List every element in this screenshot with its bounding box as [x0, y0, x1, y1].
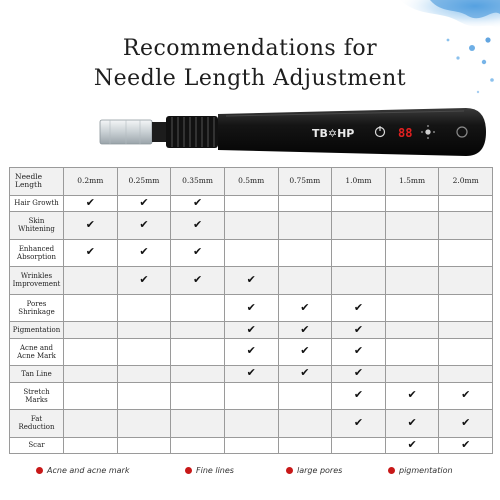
page-title-line2: Needle Length Adjustment [93, 66, 407, 91]
table-cell [439, 195, 493, 211]
column-header: 0.35mm [171, 168, 225, 196]
legend-item [388, 466, 453, 475]
table-cell [278, 211, 332, 239]
table-cell [64, 410, 118, 438]
table-cell [332, 437, 386, 453]
table-cell [332, 239, 386, 267]
table-cell [278, 294, 332, 322]
table-cell [385, 338, 439, 366]
needle-length-table [9, 167, 492, 454]
table-row [10, 322, 493, 338]
table-cell [224, 195, 278, 211]
table-cell [224, 267, 278, 295]
table-cell [64, 267, 118, 295]
row-label: Tan Line [10, 366, 64, 382]
checkmark-icon: ✔ [461, 388, 471, 402]
table-cell [278, 437, 332, 453]
checkmark-icon: ✔ [353, 322, 364, 336]
table-cell [224, 382, 278, 410]
table-cell [332, 322, 386, 338]
table-cell [224, 437, 278, 453]
table-cell [171, 410, 225, 438]
column-header: 2.0mm [439, 168, 493, 196]
table-row [10, 239, 493, 267]
table-cell [224, 410, 278, 438]
table-cell [64, 294, 118, 322]
column-header: 1.5mm [385, 168, 439, 196]
checkmark-icon: ✔ [353, 366, 364, 380]
table-cell [332, 294, 386, 322]
table-row [10, 195, 493, 211]
checkmark-icon: ✔ [139, 245, 149, 259]
microneedling-pen-image [96, 100, 488, 164]
brand-text: TB✡HP [312, 127, 355, 140]
table-cell [64, 211, 118, 239]
table-cell [117, 338, 171, 366]
checkmark-icon: ✔ [246, 366, 256, 380]
table-row [10, 437, 493, 453]
checkmark-icon: ✔ [407, 437, 417, 451]
table-row [10, 366, 493, 382]
table-cell [64, 382, 118, 410]
led-display: 88 [398, 126, 413, 140]
checkmark-icon: ✔ [246, 272, 256, 286]
table-cell [117, 410, 171, 438]
table-cell [171, 338, 225, 366]
row-label: Enhanced Absorption [10, 239, 64, 267]
table-cell [439, 410, 493, 438]
table-cell [439, 437, 493, 453]
table-cell [332, 211, 386, 239]
table-cell [385, 382, 439, 410]
table-cell [224, 239, 278, 267]
table-row [10, 410, 493, 438]
checkmark-icon: ✔ [300, 322, 310, 336]
checkmark-icon: ✔ [300, 344, 310, 358]
column-header: 0.5mm [224, 168, 278, 196]
legend-item [36, 466, 129, 475]
table-cell [332, 382, 386, 410]
table-row [10, 294, 493, 322]
table-cell [439, 382, 493, 410]
table-cell [64, 338, 118, 366]
table-cell [385, 267, 439, 295]
table-cell [332, 366, 386, 382]
table-row [10, 382, 493, 410]
table-cell [385, 410, 439, 438]
table-cell [224, 322, 278, 338]
table-cell [278, 239, 332, 267]
row-label: Pores Shrinkage [10, 294, 64, 322]
table-cell [117, 211, 171, 239]
table-cell [385, 195, 439, 211]
legend-label: pigmentation [399, 466, 453, 475]
checkmark-icon: ✔ [85, 217, 95, 231]
table-cell [385, 239, 439, 267]
row-label: Hair Growth [10, 195, 64, 211]
table-row [10, 338, 493, 366]
checkmark-icon: ✔ [192, 195, 203, 209]
checkmark-icon: ✔ [353, 388, 364, 402]
table-cell [385, 294, 439, 322]
corner-label: Needle Length [10, 168, 64, 196]
table-cell [171, 195, 225, 211]
checkmark-icon: ✔ [139, 217, 149, 231]
table-cell [278, 338, 332, 366]
table-cell [385, 366, 439, 382]
page-title-line1: Recommendations for [122, 36, 378, 61]
table-cell [171, 366, 225, 382]
table-cell [171, 294, 225, 322]
table-cell [117, 267, 171, 295]
table-cell [332, 195, 386, 211]
legend [0, 466, 500, 482]
checkmark-icon: ✔ [85, 245, 95, 259]
checkmark-icon: ✔ [461, 415, 471, 429]
checkmark-icon: ✔ [353, 415, 364, 429]
depth-dial [166, 116, 218, 148]
table-cell [385, 211, 439, 239]
column-header: 0.25mm [117, 168, 171, 196]
row-label: Wrinkles Improvement [10, 267, 64, 295]
checkmark-icon: ✔ [300, 366, 310, 380]
table-cell [278, 410, 332, 438]
legend-label: Fine lines [196, 466, 234, 475]
table-cell [171, 322, 225, 338]
table-cell [332, 338, 386, 366]
column-header: 0.75mm [278, 168, 332, 196]
table-cell [224, 294, 278, 322]
checkmark-icon: ✔ [139, 195, 149, 209]
table-cell [224, 338, 278, 366]
table-cell [224, 211, 278, 239]
legend-label: large pores [297, 466, 343, 475]
table-cell [439, 322, 493, 338]
table-cell [224, 366, 278, 382]
checkmark-icon: ✔ [192, 245, 203, 259]
legend-dot-icon [286, 467, 293, 474]
table-cell [117, 195, 171, 211]
legend-dot-icon [388, 467, 395, 474]
checkmark-icon: ✔ [300, 300, 310, 314]
table-cell [171, 211, 225, 239]
table-cell [171, 267, 225, 295]
table-cell [278, 267, 332, 295]
checkmark-icon: ✔ [192, 217, 203, 231]
legend-item [286, 466, 342, 475]
table-cell [278, 322, 332, 338]
checkmark-icon: ✔ [353, 300, 364, 314]
table-cell [171, 437, 225, 453]
table-cell [439, 294, 493, 322]
checkmark-icon: ✔ [407, 415, 417, 429]
checkmark-icon: ✔ [246, 300, 256, 314]
legend-item [185, 466, 234, 475]
row-label: Stretch Marks [10, 382, 64, 410]
table-cell [171, 239, 225, 267]
legend-label: Acne and acne mark [47, 466, 130, 475]
table-cell [171, 382, 225, 410]
table-cell [385, 437, 439, 453]
table-cell [385, 322, 439, 338]
table-cell [278, 382, 332, 410]
checkmark-icon: ✔ [407, 388, 417, 402]
table-cell [117, 366, 171, 382]
legend-dot-icon [185, 467, 192, 474]
table-cell [117, 437, 171, 453]
table-cell [117, 322, 171, 338]
table-cell [439, 338, 493, 366]
table-cell [117, 294, 171, 322]
table-cell [332, 267, 386, 295]
checkmark-icon: ✔ [139, 272, 149, 286]
table-cell [439, 211, 493, 239]
table-cell [64, 322, 118, 338]
table-cell [64, 366, 118, 382]
table-cell [439, 239, 493, 267]
row-label: Acne and Acne Mark [10, 338, 64, 366]
table-row [10, 267, 493, 295]
table-cell [278, 366, 332, 382]
column-header: 1.0mm [332, 168, 386, 196]
checkmark-icon: ✔ [353, 344, 364, 358]
row-label: Pigmentation [10, 322, 64, 338]
table-row [10, 211, 493, 239]
checkmark-icon: ✔ [192, 272, 203, 286]
table-cell [117, 382, 171, 410]
table-cell [64, 239, 118, 267]
table-header-row [10, 168, 493, 196]
table-cell [117, 239, 171, 267]
column-header: 0.2mm [64, 168, 118, 196]
table-cell [439, 366, 493, 382]
checkmark-icon: ✔ [246, 344, 256, 358]
checkmark-icon: ✔ [461, 437, 471, 451]
table-cell [278, 195, 332, 211]
table-cell [64, 437, 118, 453]
row-label: Scar [10, 437, 64, 453]
table-cell [332, 410, 386, 438]
table-cell [439, 267, 493, 295]
legend-dot-icon [36, 467, 43, 474]
table-cell [64, 195, 118, 211]
row-label: Fat Reduction [10, 410, 64, 438]
checkmark-icon: ✔ [246, 322, 256, 336]
row-label: Skin Whitening [10, 211, 64, 239]
checkmark-icon: ✔ [85, 195, 95, 209]
